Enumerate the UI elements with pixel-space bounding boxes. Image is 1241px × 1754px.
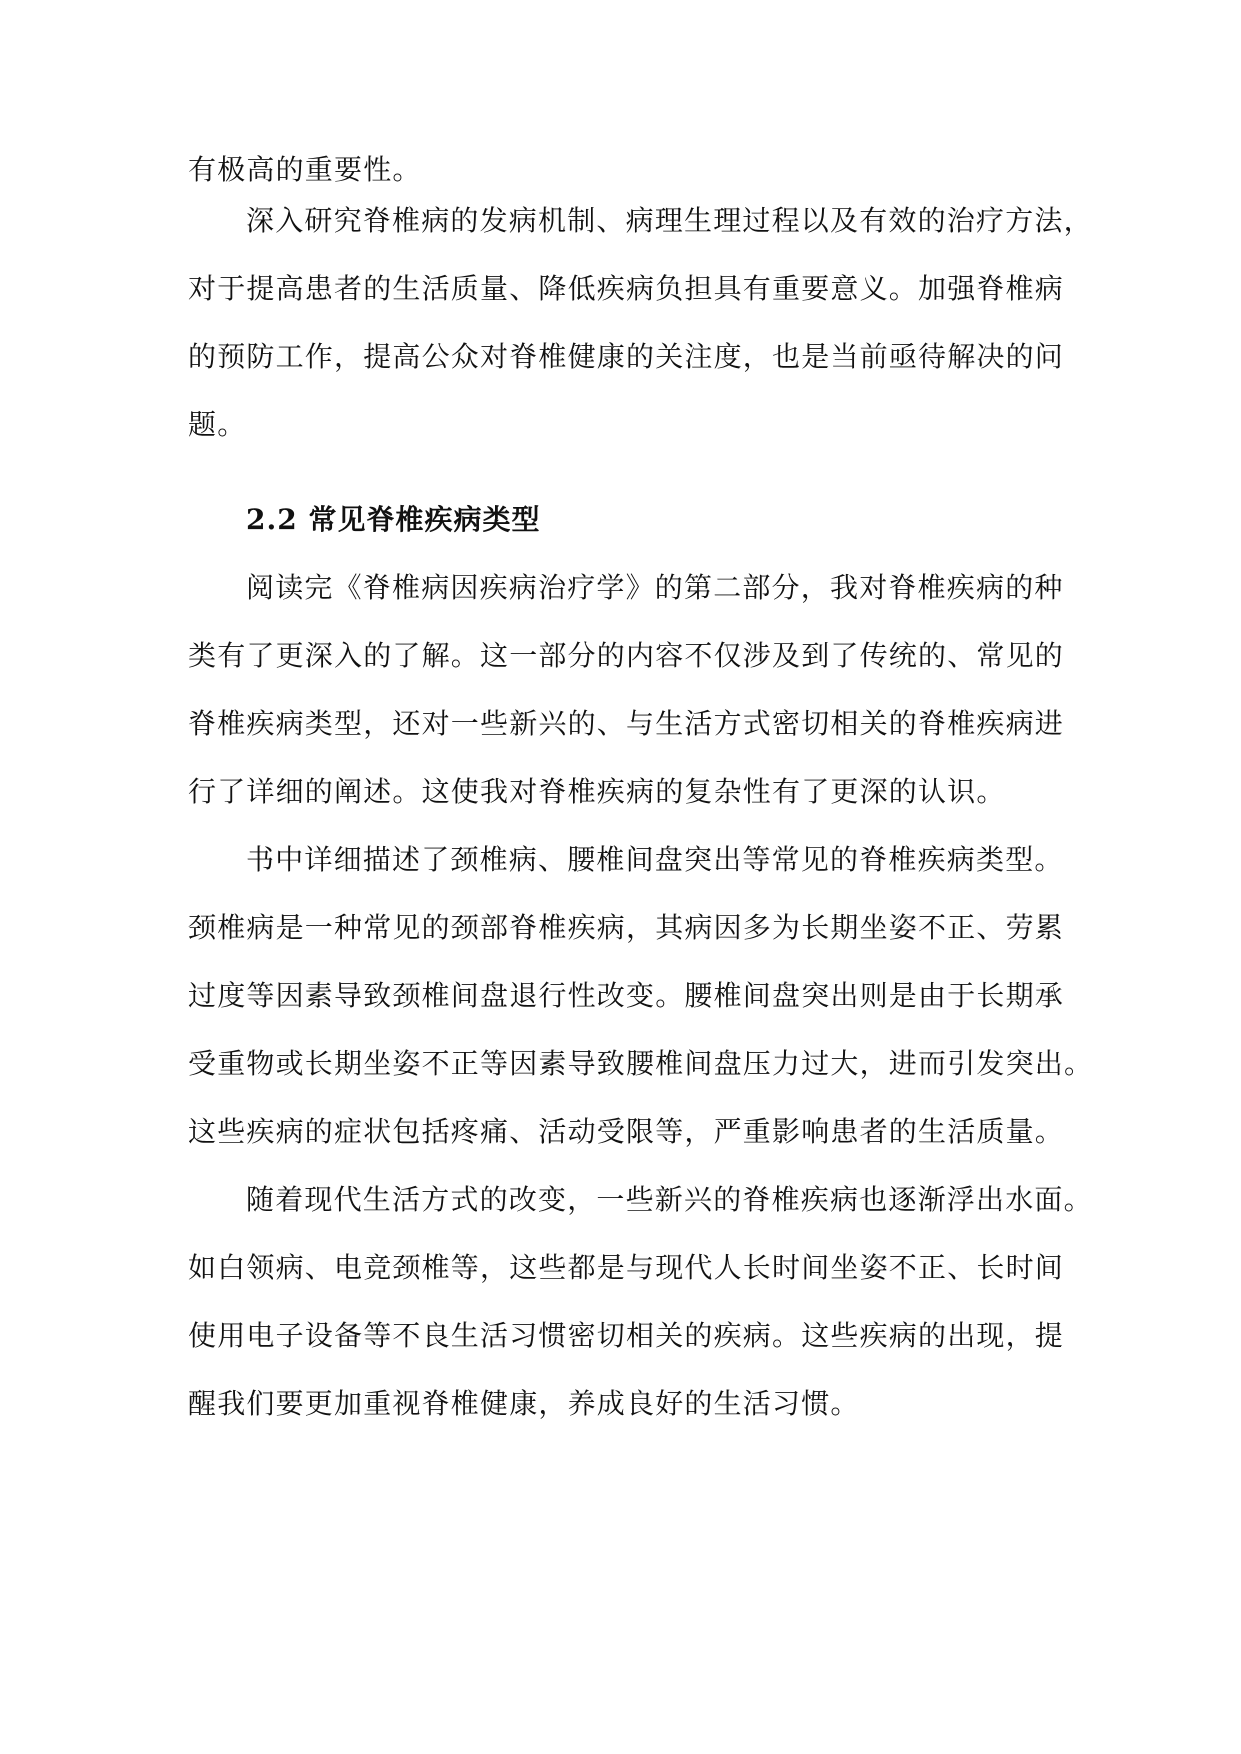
paragraph-line: 行了详细的阐述。这使我对脊椎疾病的复杂性有了更深的认识。 — [188, 775, 1006, 808]
paragraph-line: 颈椎病是一种常见的颈部脊椎疾病，其病因多为长期坐姿不正、劳累 — [188, 911, 1065, 944]
paragraph-line: 深入研究脊椎病的发病机制、病理生理过程以及有效的治疗方法， — [246, 204, 1093, 237]
paragraph-line: 类有了更深入的了解。这一部分的内容不仅涉及到了传统的、常见的 — [188, 639, 1065, 672]
paragraph-line: 脊椎疾病类型，还对一些新兴的、与生活方式密切相关的脊椎疾病进 — [188, 707, 1065, 740]
section-heading: 2.2 常见脊椎疾病类型 — [246, 503, 541, 536]
paragraph-line: 书中详细描述了颈椎病、腰椎间盘突出等常见的脊椎疾病类型。 — [246, 843, 1064, 876]
paragraph-line: 使用电子设备等不良生活习惯密切相关的疾病。这些疾病的出现，提 — [188, 1319, 1065, 1352]
paragraph-line: 受重物或长期坐姿不正等因素导致腰椎间盘压力过大，进而引发突出。 — [188, 1047, 1094, 1080]
paragraph-line: 题。 — [188, 408, 247, 441]
paragraph-line: 醒我们要更加重视脊椎健康，养成良好的生活习惯。 — [188, 1387, 860, 1420]
paragraph-line: 对于提高患者的生活质量、降低疾病负担具有重要意义。加强脊椎病 — [188, 272, 1065, 305]
paragraph-line: 阅读完《脊椎病因疾病治疗学》的第二部分，我对脊椎疾病的种 — [246, 571, 1064, 604]
paragraph-line: 随着现代生活方式的改变，一些新兴的脊椎疾病也逐渐浮出水面。 — [246, 1183, 1093, 1216]
paragraph-line: 的预防工作，提高公众对脊椎健康的关注度，也是当前亟待解决的问 — [188, 340, 1065, 373]
paragraph-line: 过度等因素导致颈椎间盘退行性改变。腰椎间盘突出则是由于长期承 — [188, 979, 1065, 1012]
paragraph-line: 如白领病、电竞颈椎等，这些都是与现代人长时间坐姿不正、长时间 — [188, 1251, 1065, 1284]
paragraph-line: 有极高的重要性。 — [188, 153, 422, 186]
paragraph-line: 这些疾病的症状包括疼痛、活动受限等，严重影响患者的生活质量。 — [188, 1115, 1065, 1148]
